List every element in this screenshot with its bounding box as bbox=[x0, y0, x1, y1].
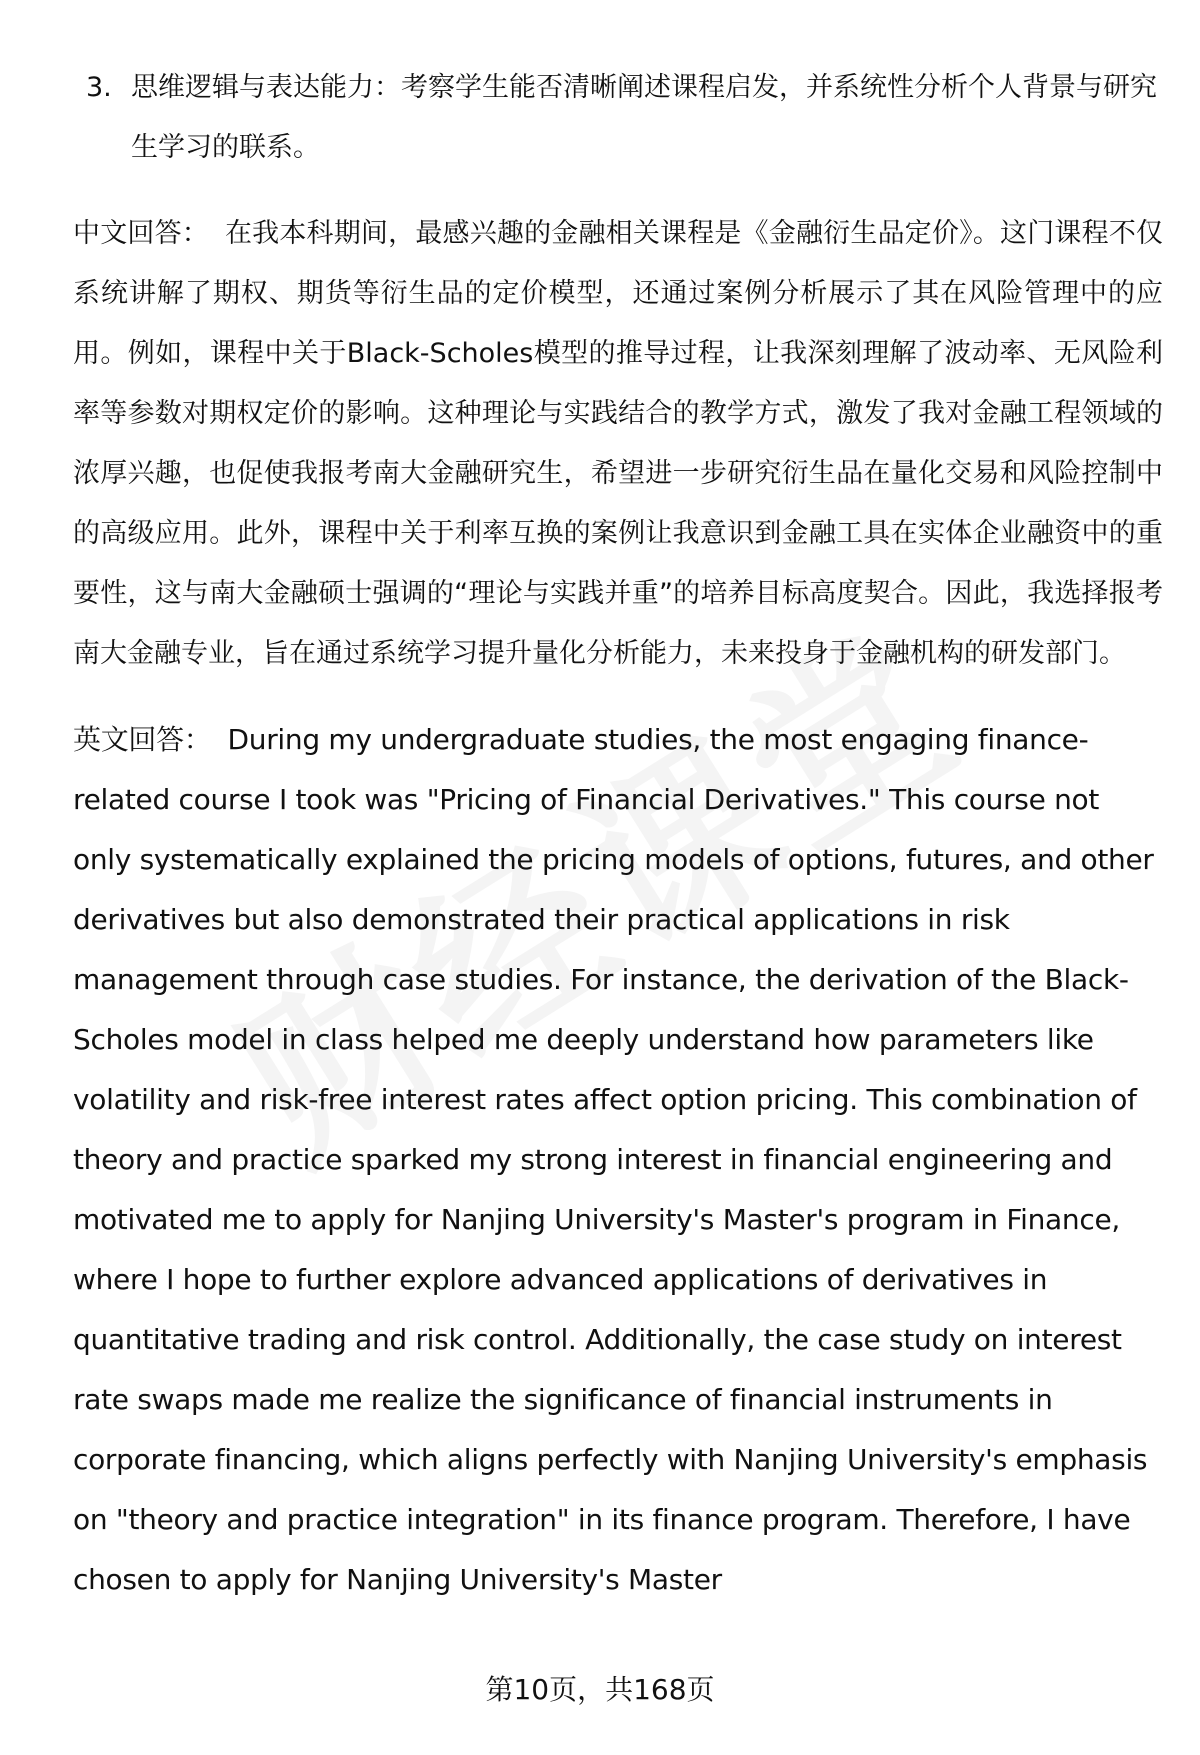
page-content bbox=[73, 58, 1163, 1610]
list-number: 3. bbox=[86, 72, 112, 103]
chinese-answer-text: 在我本科期间，最感兴趣的金融相关课程是《金融衍生品定价》。这门课程不仅系统讲解了期权、期货等衍生品的定价模型，还通过案例分析展示了其在风险管理中的应用。例如，课程中关于Black-Scholes模型的推导过程，让我深刻理解了波动率、无风险利率等参数对期权定价的影响。这种理论与实践结合的教学方式，激发了我对金融工程领域的浓厚兴趣，也促使我报考南大金融研究生，希望进一步研究衍生品在量化交易和风险控制中的高级应用。此外，课程中关于利率互换的案例让我意识到金融工具在实体企业融资中的重要性，这与南大金融硕士强调的“理论与实践并重”的培养目标高度契合。因此，我选择报考南大金融专业，旨在通过系统学习提升量化分析能力，未来投身于金融机构的研发部门。 bbox=[73, 218, 1164, 669]
paragraph-gap bbox=[73, 178, 1163, 204]
paragraph-gap bbox=[73, 684, 1163, 710]
chinese-answer-paragraph bbox=[73, 204, 1163, 684]
english-answer-text: During my undergraduate studies, the most engaging finance-related course I took was "Pricing of Financial Derivatives." This course not only systematically explained the pricing models of options, futures, and other derivatives but also demonstrated their practical applications in risk management through case studies. For instance, the derivation of the Black-Scholes model in class helped me deeply understand how parameters like volatility and risk-free interest rates affect option pricing. This combination of theory and practice sparked my strong interest in financial engineering and motivated me to apply for Nanjing University's Master's program in Finance, where I hope to further explore advanced applications of derivatives in quantitative trading and risk control. Additionally, the case study on interest rate swaps made me realize the significance of financial instruments in corporate financing, which aligns perfectly with Nanjing University's emphasis on "theory and practice integration" in its finance program. Therefore, I have chosen to apply for Nanjing University's Master bbox=[73, 723, 1154, 1596]
chinese-answer-label: 中文回答： bbox=[73, 218, 209, 249]
english-answer-label: 英文回答： bbox=[73, 723, 212, 756]
english-answer-paragraph bbox=[73, 710, 1163, 1610]
list-item-text: 思维逻辑与表达能力：考察学生能否清晰阐述课程启发，并系统性分析个人背景与研究生学习的联系。 bbox=[131, 72, 1157, 163]
list-item-3 bbox=[86, 58, 1163, 178]
page-footer: 第10页，共168页 bbox=[485, 1673, 715, 1706]
